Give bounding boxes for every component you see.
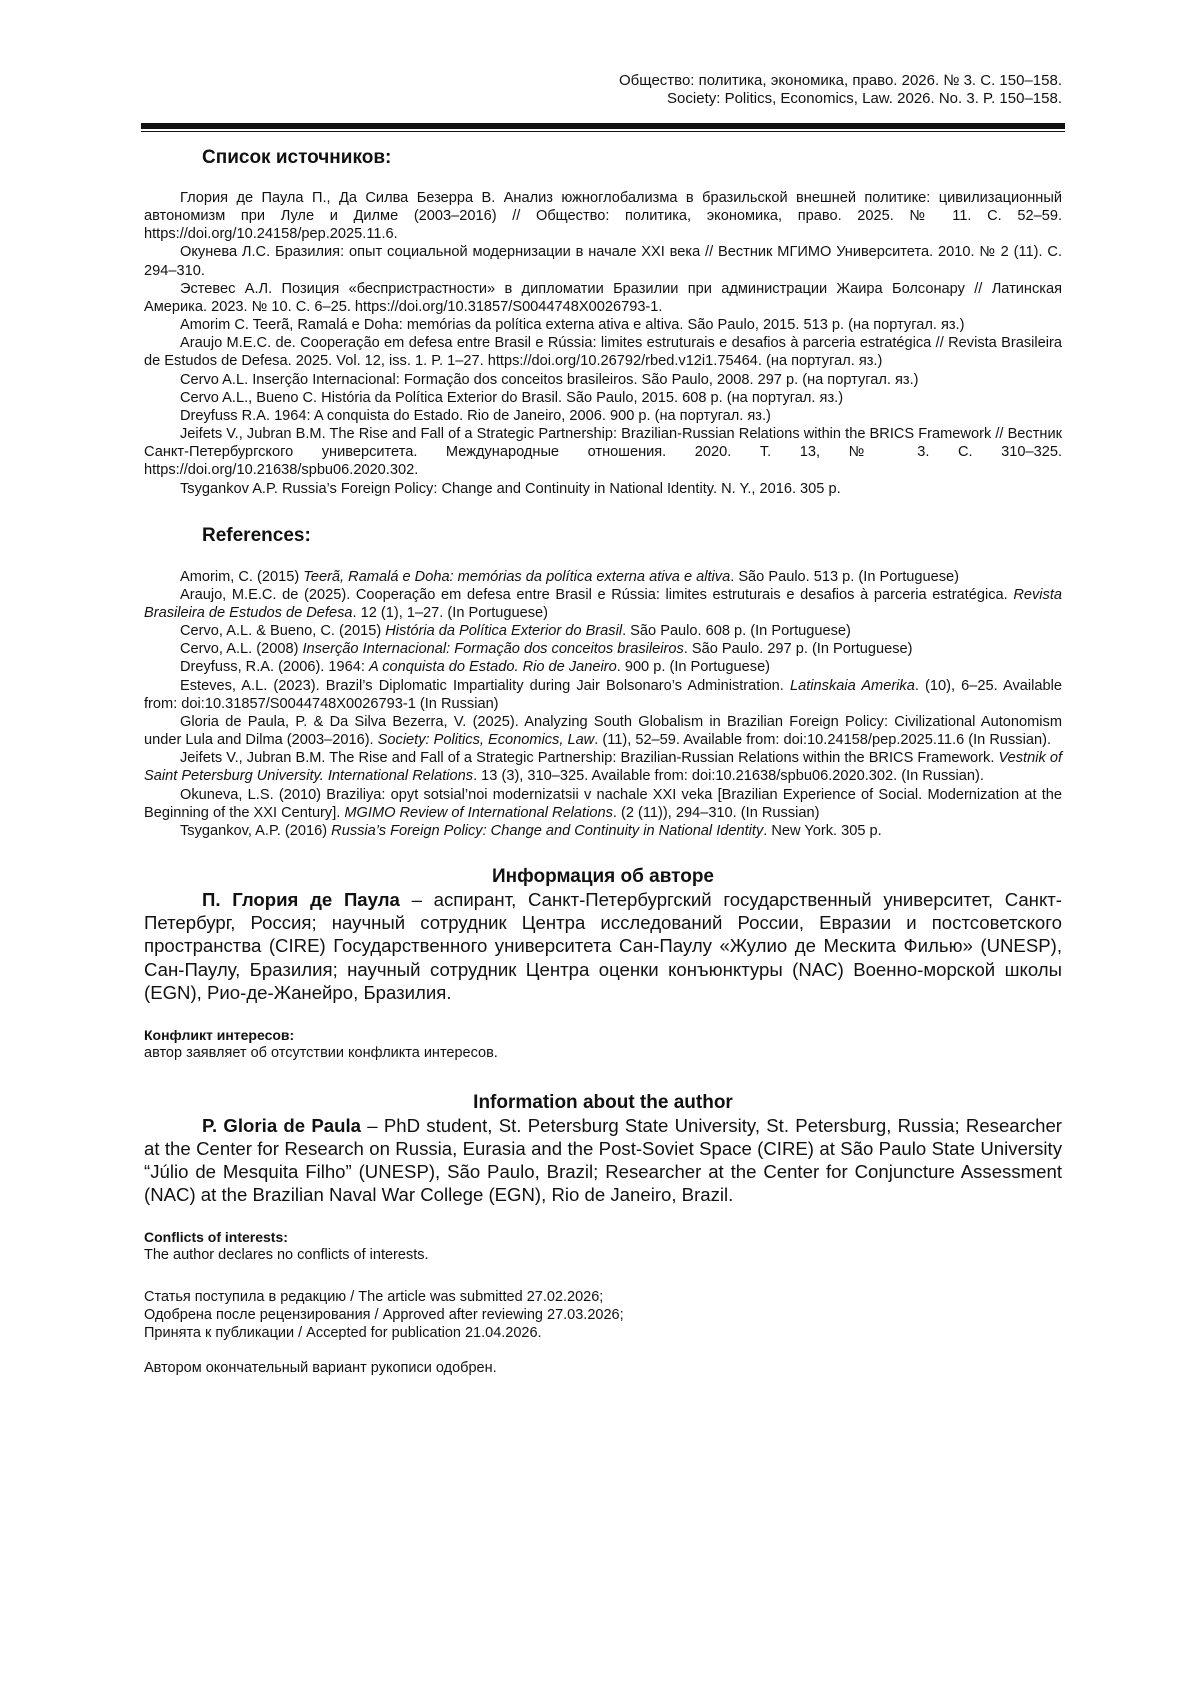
reference-item xyxy=(144,586,1062,622)
date-submitted: Статья поступила в редакцию / The article was submitted 27.02.2026; xyxy=(144,1288,604,1305)
sources-heading: Список источников: xyxy=(202,147,392,168)
reference-text: . São Paulo. 297 p. (In Portuguese) xyxy=(683,641,913,658)
author-name-ru: П. Глория де Паула xyxy=(202,889,400,910)
date-approved: Одобрена после рецензирования / Approved after reviewing 27.03.2026; xyxy=(144,1307,624,1324)
reference-title: Revista Brasileira de Estudos de Defesa xyxy=(144,586,1062,621)
reference-item xyxy=(144,677,1062,713)
source-item: Amorim C. Teerã, Ramalá e Doha: memórias da política externa ativa e altiva. São Paulo, 2015. 513 p. (на португал. яз.) xyxy=(180,317,965,334)
reference-title: Vestnik of Saint Petersburg University. International Relations xyxy=(144,750,1062,785)
author-info-heading-en: Information about the author xyxy=(473,1091,733,1113)
author-description-ru: – аспирант, Санкт-Петербургский государственный университет, Санкт-Петербург, Россия; научный сотрудник Центра исследований России, Евразии и постсоветского пространства (CIRE) Государственного университета Сан-Паулу «Жулио де Мескита Филью» (UNESP), Сан-Паулу, Бразилия; научный сотрудник Центра оценки конъюнктуры (NAC) Военно-морской школы (EGN), Рио-де-Жанейро, Бразилия. xyxy=(144,889,1062,1003)
reference-text: . 900 p. (In Portuguese) xyxy=(616,659,771,676)
source-item: Глория де Паула П., Да Силва Безерра В. Анализ южноглобализма в бразильской внешней политике: цивилизационный автономизм при Луле и Дилме (2003–2016) // Общество: политика, экономика, право. 2025. № 11. С. 52–59. https://doi.org/10.24158/pep.2025.11.6. xyxy=(144,190,1062,243)
reference-text: . São Paulo. 513 p. (In Portuguese) xyxy=(730,568,960,585)
reference-text: . São Paulo. 608 p. (In Portuguese) xyxy=(622,623,851,640)
reference-title: Inserção Internacional: Formação dos conceitos brasileiros xyxy=(302,641,684,658)
article-dates xyxy=(144,1288,1062,1343)
source-item: Araujo M.E.C. de. Cooperação em defesa entre Brasil e Rússia: limites estruturais e desafios à parceria estratégica // Revista Brasileira de Estudos de Defesa. 2025. Vol. 12, iss. 1. P. 1–27. https://doi.org/10.26792/rbed.v12i1.75464. (на португал. яз.) xyxy=(144,335,1062,370)
references-heading: References: xyxy=(202,524,311,546)
conflict-heading-ru: Конфликт интересов: xyxy=(144,1027,295,1044)
conflict-text-en: The author declares no conflicts of interests. xyxy=(144,1247,429,1264)
reference-text: . (2 (11)), 294–310. (In Russian) xyxy=(612,804,820,821)
reference-title: Russia’s Foreign Policy: Change and Continuity in National Identity xyxy=(331,822,764,839)
final-approval-note: Автором окончательный вариант рукописи одобрен. xyxy=(144,1359,497,1376)
reference-text: Dreyfuss, R.A. (2006). 1964: xyxy=(180,659,369,676)
reference-title: A conquista do Estado. Rio de Janeiro xyxy=(369,659,617,676)
reference-item xyxy=(144,622,1062,640)
reference-text: Amorim, C. (2015) xyxy=(180,568,304,585)
reference-item xyxy=(144,658,1062,676)
author-description-en: – PhD student, St. Petersburg State University, St. Petersburg, Russia; Researcher at the Center for Research on Russia, Eurasia and the Post-Soviet Space (CIRE) at São Paulo State University “Júlio de Mesquita Filho” (UNESP), São Paulo, Brazil; Researcher at the Center for Conjuncture Assessment (NAC) at the Brazilian Naval War College (EGN), Rio de Janeiro, Brazil. xyxy=(144,1114,1062,1206)
conflict-heading-en: Conflicts of interests: xyxy=(144,1229,288,1246)
reference-item xyxy=(144,568,1062,586)
page-content xyxy=(144,147,1062,1377)
reference-text: Esteves, A.L. (2023). Brazil’s Diplomatic Impartiality during Jair Bolsonaro’s Administration. xyxy=(180,677,790,694)
running-header-en: Society: Politics, Economics, Law. 2026. No. 3. P. 150–158. xyxy=(667,90,1062,107)
author-info-en xyxy=(144,1114,1062,1207)
source-item: Эстевес А.Л. Позиция «беспристрастности» в дипломатии Бразилии при администрации Жаира Болсонару // Латинская Америка. 2023. № 10. С. 6–25. https://doi.org/10.31857/S0044748X0026793-1. xyxy=(144,280,1062,315)
header-rule-thick xyxy=(141,123,1065,129)
source-item: Окунева Л.С. Бразилия: опыт социальной модернизации в начале XXI века // Вестник МГИМО Университета. 2010. № 2 (11). С. 294–310. xyxy=(144,244,1062,279)
reference-text: Cervo, A.L. & Bueno, C. (2015) xyxy=(180,623,386,640)
reference-text: . New York. 305 p. xyxy=(763,822,882,839)
reference-item xyxy=(144,786,1062,822)
reference-text: Cervo, A.L. (2008) xyxy=(180,641,303,658)
date-accepted: Принята к публикации / Accepted for publication 21.04.2026. xyxy=(144,1325,542,1342)
source-item: Jeifets V., Jubran B.M. The Rise and Fall of a Strategic Partnership: Brazilian-Russian Relations within the BRICS Framework // Вестник Санкт-Петербургского университета. Международные отношения. 2020. Т. 13, № 3. С. 310–325. https://doi.org/10.21638/spbu06.2020.302. xyxy=(144,426,1062,479)
reference-text: Tsygankov, A.P. (2016) xyxy=(180,822,332,839)
reference-title: Teerã, Ramalá e Doha: memórias da política externa ativa e altiva xyxy=(303,568,731,585)
reference-title: Society: Politics, Economics, Law xyxy=(377,732,595,749)
reference-text: Jeifets V., Jubran B.M. The Rise and Fall of a Strategic Partnership: Brazilian-Russian Relations within the BRICS Framework. xyxy=(180,750,999,767)
author-name-en: P. Gloria de Paula xyxy=(202,1114,361,1136)
reference-item xyxy=(144,822,1062,840)
reference-item xyxy=(144,749,1062,785)
reference-title: História da Política Exterior do Brasil xyxy=(385,623,623,640)
reference-item xyxy=(144,640,1062,658)
source-item: Cervo A.L. Inserção Internacional: Formação dos conceitos brasileiros. São Paulo, 2008. 297 p. (на португал. яз.) xyxy=(180,371,919,388)
conflict-text-ru: автор заявляет об отсутствии конфликта интересов. xyxy=(144,1045,498,1062)
header-rule-thin xyxy=(141,131,1065,132)
reference-title: MGIMO Review of International Relations xyxy=(344,804,613,821)
reference-text: . 12 (1), 1–27. (In Portuguese) xyxy=(352,604,548,621)
author-info-ru xyxy=(144,888,1062,1004)
reference-text: Araujo, M.E.C. de (2025). Cooperação em defesa entre Brasil e Rússia: limites estruturais e desafios à parceria estratégica. xyxy=(180,586,1014,603)
reference-text: . (10), 6–25. Available from: doi:10.31857/S0044748X0026793-1 (In Russian) xyxy=(144,677,1063,712)
source-item: Cervo A.L., Bueno C. História da Política Exterior do Brasil. São Paulo, 2015. 608 p. (на португал. яз.) xyxy=(180,389,844,406)
reference-text: . (11), 52–59. Available from: doi:10.24158/pep.2025.11.6 (In Russian). xyxy=(594,732,1051,749)
source-item: Tsygankov A.P. Russia’s Foreign Policy: Change and Continuity in National Identity. N. Y., 2016. 305 p. xyxy=(180,480,841,497)
reference-text: Gloria de Paula, P. & Da Silva Bezerra, V. (2025). Analyzing South Globalism in Brazilian Foreign Policy: Civilizational Autonomism under Lula and Dilma (2003–2016). xyxy=(144,713,1062,749)
reference-title: Latinskaia Amerika xyxy=(790,677,915,694)
reference-item xyxy=(144,713,1062,749)
source-item: Dreyfuss R.A. 1964: A conquista do Estado. Rio de Janeiro, 2006. 900 p. (на португал. яз.) xyxy=(180,407,771,424)
reference-text: Okuneva, L.S. (2010) Braziliya: opyt sotsial’noi modernizatsii v nachale XXI veka [Brazilian Experience of Social. Modernization at the Beginning of the XXI Century]. xyxy=(144,786,1062,821)
running-header xyxy=(162,72,1062,108)
reference-text: . 13 (3), 310–325. Available from: doi:10.21638/spbu06.2020.302. (In Russian). xyxy=(473,768,984,785)
sources-list xyxy=(144,189,1062,498)
running-header-ru: Общество: политика, экономика, право. 2026. № 3. С. 150–158. xyxy=(619,72,1062,89)
author-info-heading-ru: Информация об авторе xyxy=(491,866,715,887)
references-list xyxy=(144,568,1062,840)
